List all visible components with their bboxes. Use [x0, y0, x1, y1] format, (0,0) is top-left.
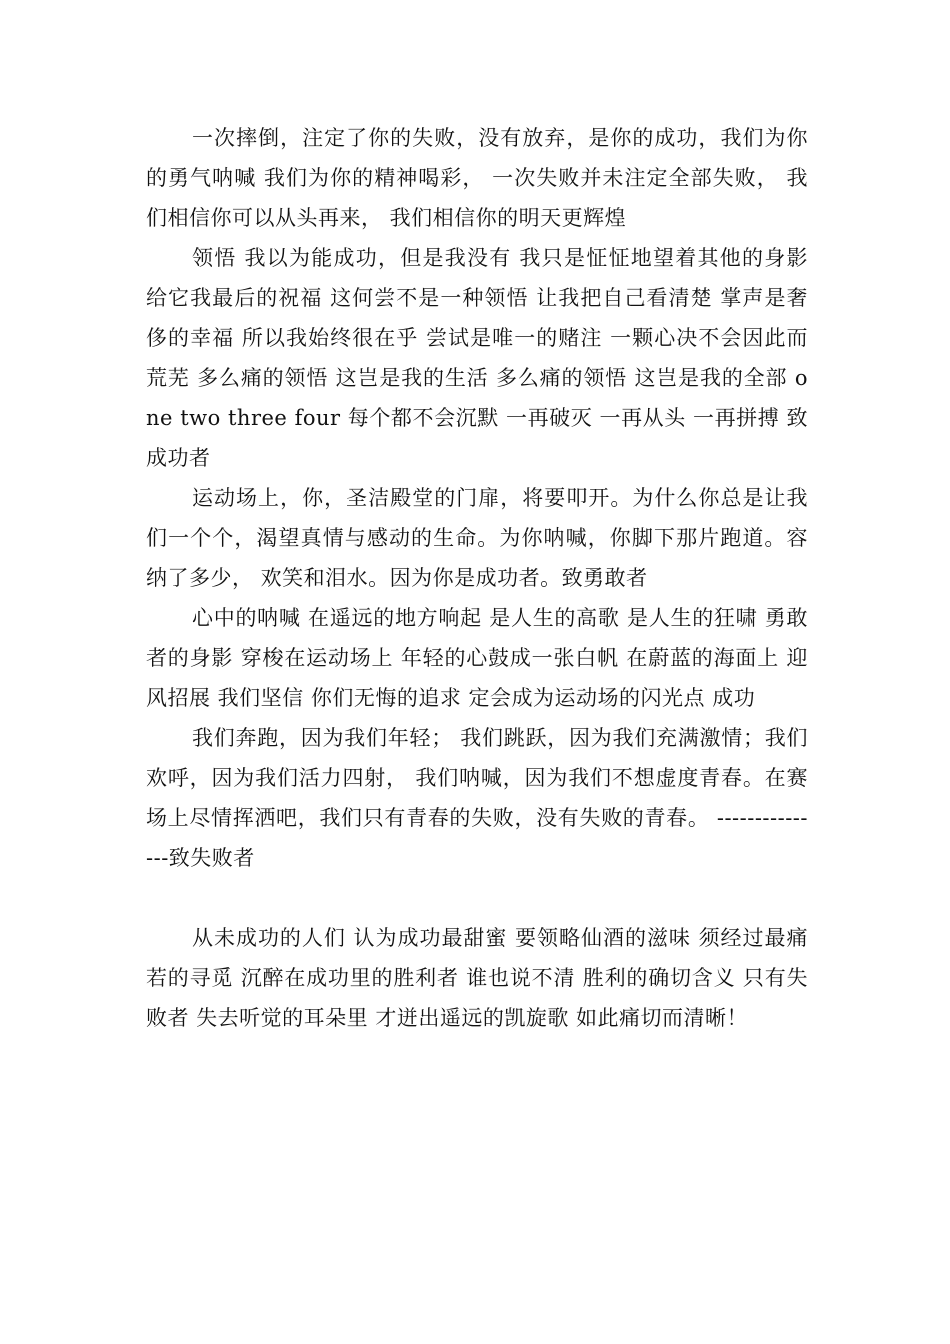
paragraph-youth: 我们奔跑，因为我们年轻； 我们跳跃，因为我们充满激情；我们欢呼，因为我们活力四射， 我们呐喊，因为我们不想虚度青春。在赛场上尽情挥洒吧，我们只有青春的失败，没有失败的青春。 ---------------致失败者	[146, 726, 808, 870]
paragraph-realization: 领悟 我以为能成功，但是我没有 我只是怔怔地望着其他的身影 给它我最后的祝福 这何尝不是一种领悟 让我把自己看清楚 掌声是奢侈的幸福 所以我始终很在乎 尝试是唯一的赌注 一颗心决不会因此而荒芜 多么痛的领悟 这岂是我的生活 多么痛的领悟 这岂是我的全部 one two three four 每个都不会沉默 一再破灭 一再从头 一再拼搏 致成功者	[146, 246, 808, 470]
document-body	[146, 118, 808, 1038]
paragraph-never-succeeded: 从未成功的人们 认为成功最甜蜜 要领略仙酒的滋味 须经过最痛若的寻觅 沉醉在成功里的胜利者 谁也说不清 胜利的确切含义 只有失败者 失去听觉的耳朵里 才迸出遥远的凯旋歌 如此痛切而清晰！	[146, 926, 808, 1030]
paragraph-sports-field: 运动场上，你，圣洁殿堂的门扉，将要叩开。为什么你总是让我们一个个，渴望真情与感动的生命。为你呐喊，你脚下那片跑道。容纳了多少， 欢笑和泪水。因为你是成功者。致勇敢者	[146, 486, 808, 590]
paragraph-spacer	[146, 878, 808, 918]
paragraph-encouragement: 一次摔倒，注定了你的失败，没有放弃，是你的成功，我们为你的勇气呐喊 我们为你的精神喝彩， 一次失败并未注定全部失败， 我们相信你可以从头再来， 我们相信你的明天更辉煌	[146, 126, 808, 230]
paragraph-brave: 心中的呐喊 在遥远的地方响起 是人生的高歌 是人生的狂啸 勇敢者的身影 穿梭在运动场上 年轻的心鼓成一张白帆 在蔚蓝的海面上 迎风招展 我们坚信 你们无悔的追求 定会成为运动场的闪光点 成功	[146, 606, 808, 710]
